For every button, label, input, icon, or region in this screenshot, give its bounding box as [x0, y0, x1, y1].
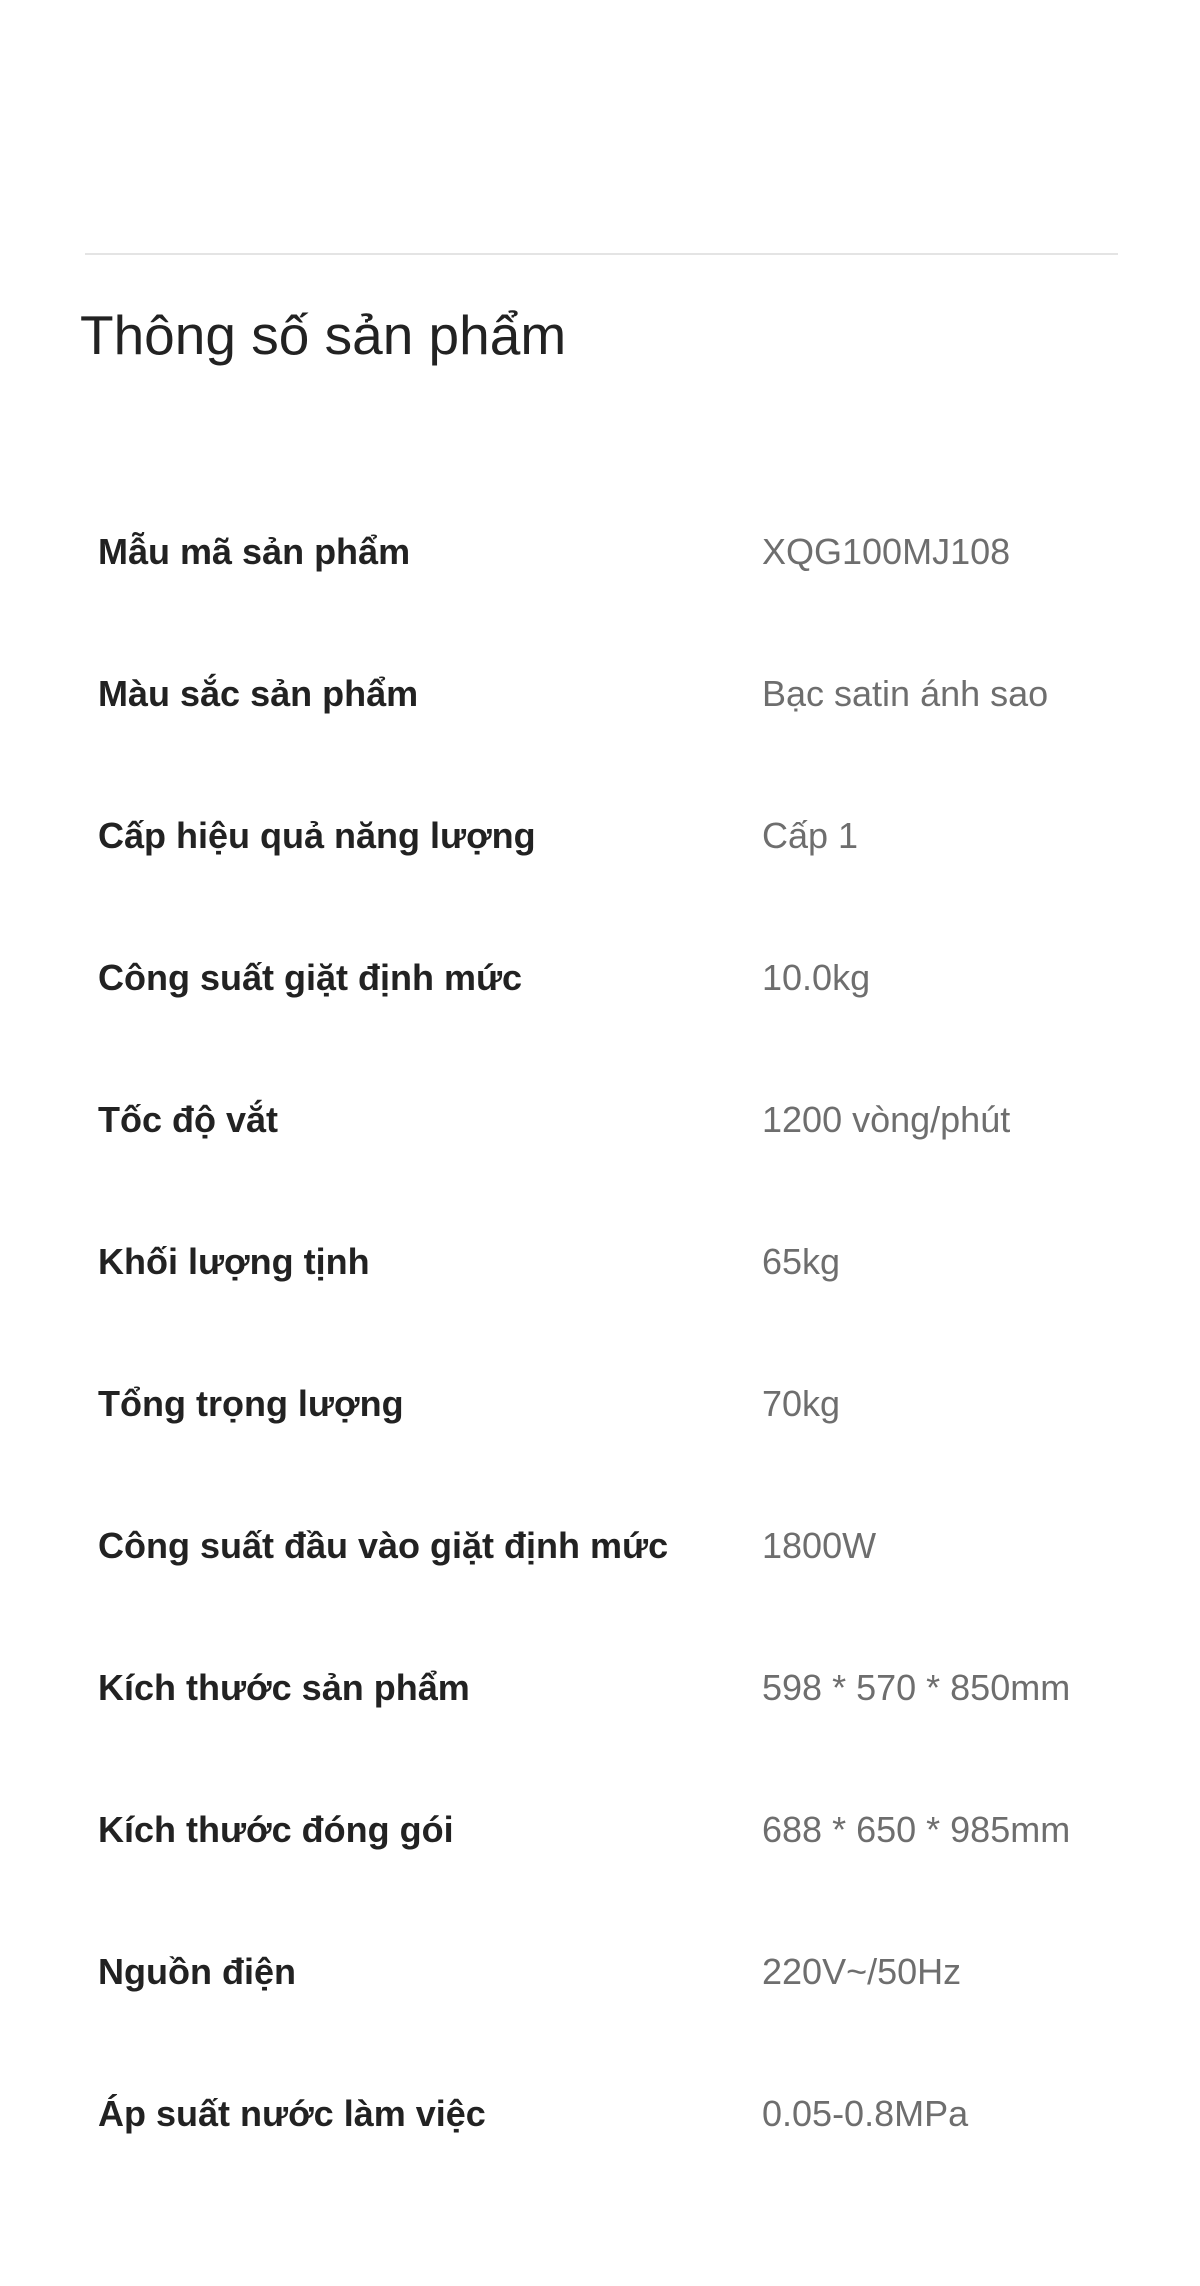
spec-row-model [0, 486, 1200, 628]
spec-row-gross-weight [0, 1338, 1200, 1480]
spec-row-spin-speed [0, 1054, 1200, 1196]
spec-value: 220V~/50Hz [762, 1951, 962, 1992]
spec-row-energy-class [0, 770, 1200, 912]
spec-row-input-power [0, 1480, 1200, 1622]
spec-label: Tốc độ vắt [98, 1099, 279, 1140]
spec-row-color [0, 628, 1200, 770]
spec-label: Công suất đầu vào giặt định mức [98, 1525, 669, 1566]
spec-value: 688 * 650 * 985mm [762, 1809, 1071, 1850]
spec-row-product-dimensions [0, 1622, 1200, 1764]
spec-value: XQG100MJ108 [762, 531, 1011, 572]
spec-value: 598 * 570 * 850mm [762, 1667, 1071, 1708]
spec-value: Cấp 1 [762, 815, 859, 856]
spec-label: Công suất giặt định mức [98, 957, 523, 998]
spec-value: Bạc satin ánh sao [762, 673, 1049, 714]
spec-label: Kích thước sản phẩm [98, 1667, 470, 1708]
section-divider [85, 253, 1118, 255]
spec-label: Nguồn điện [98, 1951, 296, 1992]
spec-label: Áp suất nước làm việc [98, 2093, 486, 2134]
spec-label: Kích thước đóng gói [98, 1809, 454, 1850]
spec-label: Tổng trọng lượng [98, 1383, 404, 1424]
spec-table [0, 486, 1200, 2190]
spec-label: Khối lượng tịnh [98, 1241, 370, 1282]
spec-value: 0.05-0.8MPa [762, 2093, 969, 2134]
spec-label: Màu sắc sản phẩm [98, 673, 419, 714]
spec-row-water-pressure [0, 2048, 1200, 2190]
spec-row-net-weight [0, 1196, 1200, 1338]
spec-row-wash-capacity [0, 912, 1200, 1054]
spec-label: Cấp hiệu quả năng lượng [98, 815, 536, 856]
page-title: Thông số sản phẩm [80, 304, 567, 366]
spec-row-power-supply [0, 1906, 1200, 2048]
spec-value: 10.0kg [762, 957, 871, 998]
spec-value: 65kg [762, 1241, 841, 1282]
spec-row-package-dimensions [0, 1764, 1200, 1906]
spec-value: 1800W [762, 1525, 877, 1566]
spec-label: Mẫu mã sản phẩm [98, 531, 411, 572]
spec-value: 70kg [762, 1383, 841, 1424]
spec-value: 1200 vòng/phút [762, 1099, 1011, 1140]
